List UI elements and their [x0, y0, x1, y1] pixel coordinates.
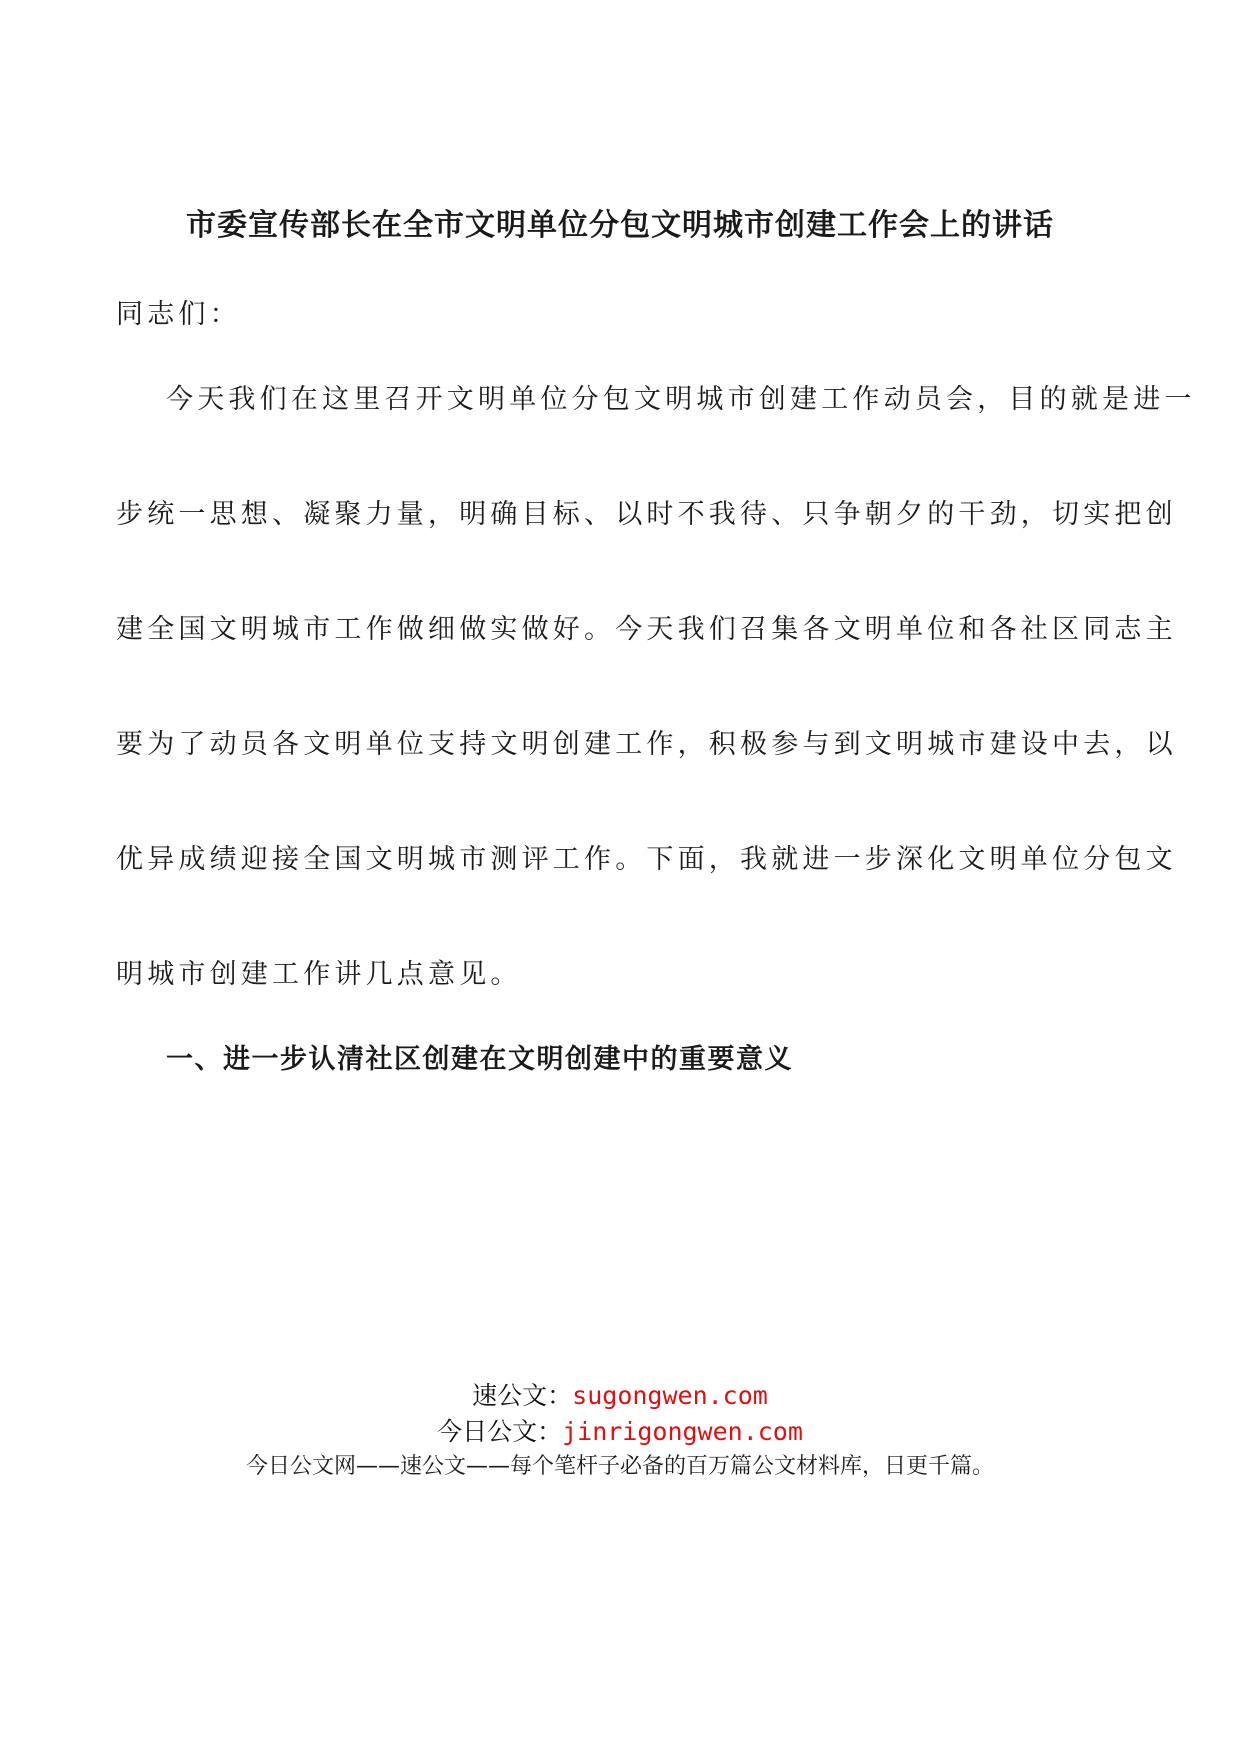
sugongwen-link[interactable]: sugongwen.com — [572, 1381, 768, 1410]
footer-label: 今日公文： — [437, 1417, 563, 1446]
footer-line-jinrigongwen — [0, 1416, 1240, 1448]
paragraph-line: 今天我们在这里召开文明单位分包文明城市创建工作动员会，目的就是进一 — [166, 384, 1196, 415]
paragraph-line: 步统一思想、凝聚力量，明确目标、以时不我待、只争朝夕的干劲，切实把创 — [116, 499, 1177, 530]
paragraph-line: 建全国文明城市工作做细做实做好。今天我们召集各文明单位和各社区同志主 — [116, 614, 1177, 645]
paragraph-line: 优异成绩迎接全国文明城市测评工作。下面，我就进一步深化文明单位分包文 — [116, 844, 1177, 875]
paragraph-line: 要为了动员各文明单位支持文明创建工作，积极参与到文明城市建设中去，以 — [116, 729, 1177, 760]
paragraph-line: 明城市创建工作讲几点意见。 — [116, 959, 522, 990]
footer-line-sugongwen — [0, 1380, 1240, 1412]
page-title: 市委宣传部长在全市文明单位分包文明城市创建工作会上的讲话 — [186, 208, 1054, 243]
footer-label: 速公文： — [472, 1381, 573, 1410]
salutation: 同志们： — [116, 299, 241, 330]
footer — [0, 1380, 1240, 1482]
footer-tagline: 今日公文网——速公文——每个笔杆子必备的百万篇公文材料库，日更千篇。 — [245, 1454, 994, 1479]
section-heading: 一、进一步认清社区创建在文明创建中的重要意义 — [166, 1044, 793, 1075]
jinrigongwen-link[interactable]: jinrigongwen.com — [562, 1417, 803, 1446]
